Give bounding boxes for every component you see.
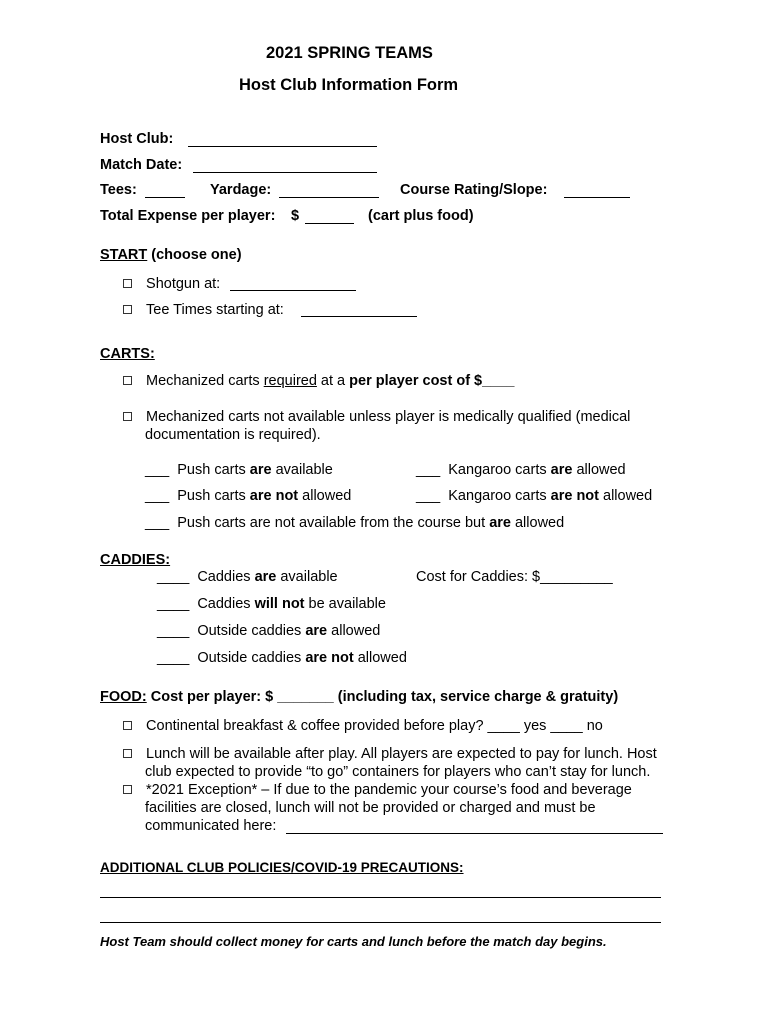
- tee-times-option: [123, 302, 284, 318]
- tee-times-checkbox[interactable]: [123, 305, 132, 314]
- total-expense-label: Total Expense per player:: [100, 208, 276, 224]
- carts-heading: CARTS:: [100, 346, 155, 362]
- carts-medical-option: Mechanized carts not available unless player is medically qualified (medical: [123, 409, 630, 425]
- yardage-label: Yardage:: [210, 182, 272, 198]
- breakfast-option: Continental breakfast & coffee provided before play? ____ yes ____ no: [123, 718, 603, 734]
- exception-checkbox[interactable]: [123, 785, 132, 794]
- caddies-available[interactable]: ____ Caddies are available: [157, 569, 338, 585]
- footer-note: Host Team should collect money for carts and lunch before the match day begins.: [100, 934, 607, 949]
- lunch-checkbox[interactable]: [123, 749, 132, 758]
- food-heading-line: FOOD: Cost per player: $ _______ (including tax, service charge & gratuity): [100, 689, 619, 705]
- dollar-sign: $: [291, 208, 300, 224]
- tees-field[interactable]: [145, 196, 185, 198]
- page-title: 2021 SPRING TEAMS: [266, 44, 433, 62]
- start-heading: START (choose one): [100, 247, 242, 263]
- exception-line3: communicated here:: [145, 818, 277, 834]
- course-rating-label: Course Rating/Slope:: [400, 182, 548, 198]
- total-expense-field[interactable]: [305, 222, 354, 224]
- tees-label: Tees:: [100, 182, 137, 198]
- kangaroo-carts-allowed[interactable]: ___ Kangaroo carts are allowed: [416, 462, 626, 478]
- exception-option: *2021 Exception* – If due to the pandemic your course’s food and beverage: [123, 782, 632, 798]
- push-carts-not-from-course[interactable]: ___ Push carts are not available from the course but are allowed: [145, 515, 565, 531]
- page-subtitle: Host Club Information Form: [239, 76, 459, 94]
- shotgun-option: [123, 276, 220, 292]
- match-date-label: Match Date:: [100, 157, 183, 173]
- lunch-line2: club expected to provide “to go” containers for players who can’t stay for lunch.: [145, 764, 651, 780]
- push-carts-available[interactable]: ___ Push carts are available: [145, 462, 333, 478]
- shotgun-label: Shotgun at:: [146, 276, 221, 292]
- push-carts-not-allowed[interactable]: ___ Push carts are not allowed: [145, 488, 352, 504]
- tee-times-label: Tee Times starting at:: [146, 302, 284, 318]
- cart-plus-food-note: (cart plus food): [368, 208, 474, 224]
- carts-required-option: Mechanized carts required at a per player cost of $____: [123, 373, 514, 389]
- policies-line-2[interactable]: [100, 922, 661, 923]
- tee-times-field[interactable]: [301, 315, 417, 317]
- carts-medical-checkbox[interactable]: [123, 412, 132, 421]
- shotgun-field[interactable]: [230, 289, 356, 291]
- match-date-field[interactable]: [193, 171, 377, 173]
- host-club-label: Host Club:: [100, 131, 174, 147]
- breakfast-checkbox[interactable]: [123, 721, 132, 730]
- outside-caddies-not-allowed[interactable]: ____ Outside caddies are not allowed: [157, 650, 407, 666]
- policies-heading: ADDITIONAL CLUB POLICIES/COVID-19 PRECAUTIONS:: [100, 860, 464, 875]
- host-club-field[interactable]: [188, 145, 377, 147]
- policies-line-1[interactable]: [100, 897, 661, 898]
- caddies-will-not[interactable]: ____ Caddies will not be available: [157, 596, 386, 612]
- carts-required-checkbox[interactable]: [123, 376, 132, 385]
- communicated-field[interactable]: [286, 832, 663, 834]
- course-rating-field[interactable]: [564, 196, 630, 198]
- carts-medical-line2: documentation is required).: [145, 427, 321, 443]
- caddies-cost[interactable]: Cost for Caddies: $_________: [416, 569, 613, 585]
- kangaroo-carts-not-allowed[interactable]: ___ Kangaroo carts are not allowed: [416, 488, 653, 504]
- shotgun-checkbox[interactable]: [123, 279, 132, 288]
- yardage-field[interactable]: [279, 196, 379, 198]
- exception-line2: facilities are closed, lunch will not be provided or charged and must be: [145, 800, 596, 816]
- lunch-option: Lunch will be available after play. All players are expected to pay for lunch. Host: [123, 746, 657, 762]
- caddies-heading: CADDIES:: [100, 552, 171, 568]
- outside-caddies-allowed[interactable]: ____ Outside caddies are allowed: [157, 623, 381, 639]
